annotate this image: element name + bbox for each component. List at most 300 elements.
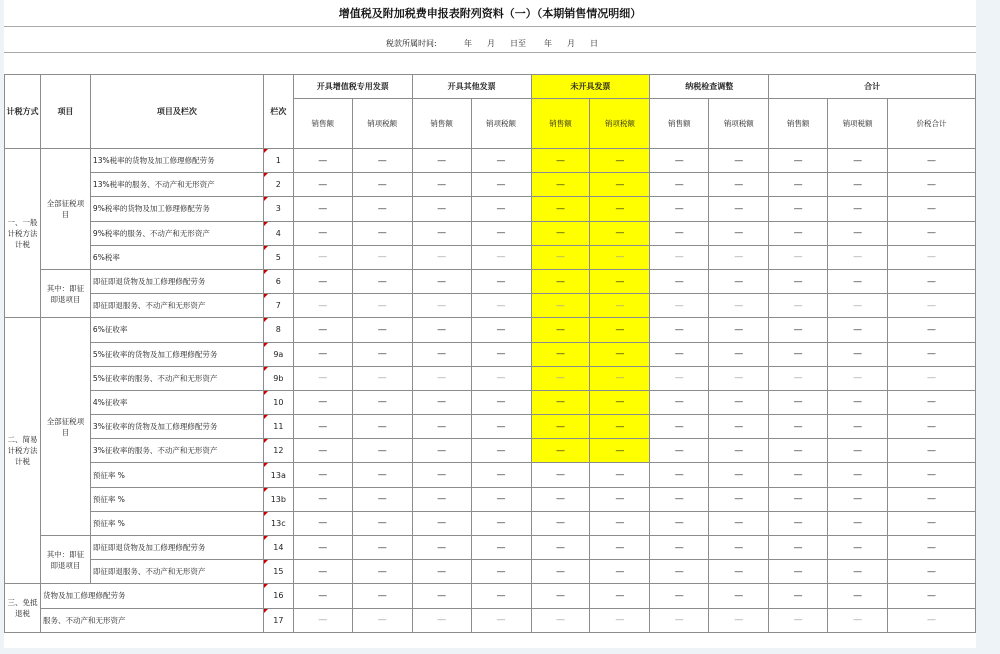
- amount-cell[interactable]: —: [293, 294, 352, 318]
- amount-cell[interactable]: —: [412, 197, 471, 221]
- amount-cell[interactable]: —: [531, 269, 590, 293]
- amount-cell[interactable]: —: [352, 487, 412, 511]
- sales-detail-table: [4, 74, 976, 633]
- amount-cell[interactable]: —: [412, 560, 471, 584]
- amount-cell[interactable]: —: [471, 245, 531, 269]
- amount-cell[interactable]: —: [412, 511, 471, 535]
- amount-cell[interactable]: —: [590, 245, 650, 269]
- amount-cell[interactable]: —: [412, 487, 471, 511]
- row-line-number: 13c: [263, 511, 293, 535]
- amount-cell[interactable]: —: [531, 342, 590, 366]
- period-month-end[interactable]: 月: [567, 39, 575, 48]
- amount-cell[interactable]: —: [709, 366, 769, 390]
- amount-cell[interactable]: —: [531, 511, 590, 535]
- amount-cell[interactable]: —: [709, 149, 769, 173]
- amount-cell[interactable]: —: [293, 342, 352, 366]
- amount-cell[interactable]: —: [531, 536, 590, 560]
- amount-cell[interactable]: —: [769, 584, 828, 608]
- amount-cell[interactable]: —: [828, 149, 888, 173]
- amount-cell[interactable]: —: [769, 173, 828, 197]
- amount-cell[interactable]: —: [412, 269, 471, 293]
- amount-cell[interactable]: —: [352, 245, 412, 269]
- amount-cell[interactable]: —: [828, 294, 888, 318]
- amount-cell[interactable]: —: [471, 511, 531, 535]
- table-row: [5, 197, 976, 221]
- table-row: [5, 415, 976, 439]
- table-row: [5, 173, 976, 197]
- header-line: 栏次: [263, 75, 293, 149]
- amount-cell[interactable]: —: [412, 463, 471, 487]
- row-line-number: 2: [263, 173, 293, 197]
- amount-cell[interactable]: —: [709, 463, 769, 487]
- row-item-label: 5%征收率的服务、不动产和无形资产: [90, 366, 263, 390]
- amount-cell[interactable]: —: [888, 294, 976, 318]
- amount-cell[interactable]: —: [293, 415, 352, 439]
- period-day-start[interactable]: 日至: [510, 39, 526, 48]
- amount-cell[interactable]: —: [293, 536, 352, 560]
- amount-cell[interactable]: —: [412, 366, 471, 390]
- row-item-label: 预征率 %: [90, 511, 263, 535]
- amount-cell[interactable]: —: [828, 390, 888, 414]
- period-month-start[interactable]: 月: [487, 39, 495, 48]
- amount-cell[interactable]: —: [769, 439, 828, 463]
- amount-cell[interactable]: —: [531, 173, 590, 197]
- amount-cell[interactable]: —: [709, 511, 769, 535]
- amount-cell[interactable]: —: [412, 318, 471, 342]
- row-item-label: 6%税率: [90, 245, 263, 269]
- table-row: [5, 269, 976, 293]
- subheader-output-tax: 销项税额: [828, 99, 888, 149]
- amount-cell[interactable]: —: [293, 584, 352, 608]
- amount-cell[interactable]: —: [828, 318, 888, 342]
- amount-cell[interactable]: —: [888, 366, 976, 390]
- amount-cell[interactable]: —: [352, 318, 412, 342]
- subheader-output-tax: 销项税额: [709, 99, 769, 149]
- row-line-number: 9b: [263, 366, 293, 390]
- amount-cell[interactable]: —: [352, 221, 412, 245]
- amount-cell[interactable]: —: [650, 390, 709, 414]
- amount-cell[interactable]: —: [888, 221, 976, 245]
- amount-cell[interactable]: —: [590, 294, 650, 318]
- amount-cell[interactable]: —: [650, 608, 709, 632]
- header-project: 项目: [40, 75, 90, 149]
- amount-cell[interactable]: —: [352, 584, 412, 608]
- subheader-sales: 销售额: [412, 99, 471, 149]
- amount-cell[interactable]: —: [293, 269, 352, 293]
- amount-cell[interactable]: —: [828, 342, 888, 366]
- amount-cell[interactable]: —: [769, 269, 828, 293]
- amount-cell[interactable]: —: [769, 366, 828, 390]
- amount-cell[interactable]: —: [412, 342, 471, 366]
- header-no-invoice: 未开具发票: [531, 75, 650, 99]
- amount-cell[interactable]: —: [471, 439, 531, 463]
- amount-cell[interactable]: —: [769, 390, 828, 414]
- amount-cell[interactable]: —: [471, 342, 531, 366]
- amount-cell[interactable]: —: [412, 608, 471, 632]
- amount-cell[interactable]: —: [709, 536, 769, 560]
- amount-cell[interactable]: —: [531, 487, 590, 511]
- row-line-number: 6: [263, 269, 293, 293]
- amount-cell[interactable]: —: [352, 173, 412, 197]
- amount-cell[interactable]: —: [471, 318, 531, 342]
- amount-cell[interactable]: —: [650, 269, 709, 293]
- amount-cell[interactable]: —: [293, 439, 352, 463]
- amount-cell[interactable]: —: [352, 511, 412, 535]
- amount-cell[interactable]: —: [888, 415, 976, 439]
- amount-cell[interactable]: —: [293, 560, 352, 584]
- table-row: [5, 294, 976, 318]
- amount-cell[interactable]: —: [709, 221, 769, 245]
- amount-cell[interactable]: —: [531, 221, 590, 245]
- amount-cell[interactable]: —: [828, 560, 888, 584]
- amount-cell[interactable]: —: [590, 608, 650, 632]
- amount-cell[interactable]: —: [828, 221, 888, 245]
- amount-cell[interactable]: —: [531, 463, 590, 487]
- amount-cell[interactable]: —: [293, 221, 352, 245]
- amount-cell[interactable]: —: [650, 173, 709, 197]
- row-line-number: 7: [263, 294, 293, 318]
- amount-cell[interactable]: —: [709, 608, 769, 632]
- row-item-label: 9%税率的服务、不动产和无形资产: [90, 221, 263, 245]
- amount-cell[interactable]: —: [590, 269, 650, 293]
- amount-cell[interactable]: —: [531, 197, 590, 221]
- amount-cell[interactable]: —: [650, 415, 709, 439]
- amount-cell[interactable]: —: [650, 536, 709, 560]
- table-row: [5, 487, 976, 511]
- amount-cell[interactable]: —: [769, 245, 828, 269]
- amount-cell[interactable]: —: [590, 342, 650, 366]
- amount-cell[interactable]: —: [650, 149, 709, 173]
- amount-cell[interactable]: —: [471, 149, 531, 173]
- amount-cell[interactable]: —: [471, 560, 531, 584]
- period-year-start[interactable]: 年: [464, 39, 472, 48]
- amount-cell[interactable]: —: [888, 560, 976, 584]
- amount-cell[interactable]: —: [709, 584, 769, 608]
- amount-cell[interactable]: —: [769, 463, 828, 487]
- amount-cell[interactable]: —: [412, 294, 471, 318]
- row-item-label: 即征即退货物及加工修理修配劳务: [90, 269, 263, 293]
- subheader-output-tax: 销项税额: [471, 99, 531, 149]
- amount-cell[interactable]: —: [888, 173, 976, 197]
- amount-cell[interactable]: —: [650, 584, 709, 608]
- amount-cell[interactable]: —: [709, 173, 769, 197]
- amount-cell[interactable]: —: [471, 366, 531, 390]
- amount-cell[interactable]: —: [769, 415, 828, 439]
- amount-cell[interactable]: —: [590, 173, 650, 197]
- project-immediate-refund: 其中：即征即退项目: [40, 536, 90, 584]
- amount-cell[interactable]: —: [828, 608, 888, 632]
- amount-cell[interactable]: —: [590, 463, 650, 487]
- amount-cell[interactable]: —: [709, 560, 769, 584]
- amount-cell[interactable]: —: [531, 608, 590, 632]
- amount-cell[interactable]: —: [471, 221, 531, 245]
- project-all-levy: 全部征税项目: [40, 149, 90, 270]
- amount-cell[interactable]: —: [590, 487, 650, 511]
- amount-cell[interactable]: —: [352, 149, 412, 173]
- row-line-number: 12: [263, 439, 293, 463]
- amount-cell[interactable]: —: [590, 197, 650, 221]
- amount-cell[interactable]: —: [828, 197, 888, 221]
- amount-cell[interactable]: —: [293, 318, 352, 342]
- amount-cell[interactable]: —: [769, 221, 828, 245]
- spreadsheet-sheet: [4, 0, 976, 648]
- amount-cell[interactable]: —: [352, 560, 412, 584]
- row-item-label: 13%税率的货物及加工修理修配劳务: [90, 149, 263, 173]
- table-row: [5, 536, 976, 560]
- amount-cell[interactable]: —: [293, 390, 352, 414]
- amount-cell[interactable]: —: [412, 245, 471, 269]
- amount-cell[interactable]: —: [471, 536, 531, 560]
- table-row: [5, 439, 976, 463]
- amount-cell[interactable]: —: [888, 197, 976, 221]
- amount-cell[interactable]: —: [352, 197, 412, 221]
- amount-cell[interactable]: —: [769, 511, 828, 535]
- amount-cell[interactable]: —: [471, 269, 531, 293]
- row-item-label: 预征率 %: [90, 487, 263, 511]
- amount-cell[interactable]: —: [650, 318, 709, 342]
- amount-cell[interactable]: —: [888, 608, 976, 632]
- amount-cell[interactable]: —: [531, 439, 590, 463]
- amount-cell[interactable]: —: [352, 390, 412, 414]
- amount-cell[interactable]: —: [352, 439, 412, 463]
- amount-cell[interactable]: —: [412, 173, 471, 197]
- amount-cell[interactable]: —: [650, 511, 709, 535]
- amount-cell[interactable]: —: [412, 584, 471, 608]
- amount-cell[interactable]: —: [769, 318, 828, 342]
- period-day-end[interactable]: 日: [590, 39, 598, 48]
- amount-cell[interactable]: —: [650, 463, 709, 487]
- row-line-number: 8: [263, 318, 293, 342]
- amount-cell[interactable]: —: [590, 221, 650, 245]
- amount-cell[interactable]: —: [412, 221, 471, 245]
- amount-cell[interactable]: —: [531, 294, 590, 318]
- amount-cell[interactable]: —: [531, 415, 590, 439]
- amount-cell[interactable]: —: [888, 511, 976, 535]
- amount-cell[interactable]: —: [293, 366, 352, 390]
- header-vat-special-invoice: 开具增值税专用发票: [293, 75, 412, 99]
- amount-cell[interactable]: —: [650, 197, 709, 221]
- table-row: [5, 608, 976, 632]
- amount-cell[interactable]: —: [709, 269, 769, 293]
- amount-cell[interactable]: —: [888, 390, 976, 414]
- amount-cell[interactable]: —: [352, 463, 412, 487]
- row-item-label: 即征即退服务、不动产和无形资产: [90, 560, 263, 584]
- amount-cell[interactable]: —: [888, 439, 976, 463]
- amount-cell[interactable]: —: [590, 366, 650, 390]
- subheader-output-tax: 销项税额: [590, 99, 650, 149]
- amount-cell[interactable]: —: [769, 342, 828, 366]
- amount-cell[interactable]: —: [471, 173, 531, 197]
- amount-cell[interactable]: —: [709, 342, 769, 366]
- amount-cell[interactable]: —: [471, 390, 531, 414]
- row-line-number: 9a: [263, 342, 293, 366]
- amount-cell[interactable]: —: [888, 536, 976, 560]
- header-item: 项目及栏次: [90, 75, 263, 149]
- amount-cell[interactable]: —: [828, 536, 888, 560]
- amount-cell[interactable]: —: [650, 560, 709, 584]
- amount-cell[interactable]: —: [709, 439, 769, 463]
- amount-cell[interactable]: —: [531, 318, 590, 342]
- amount-cell[interactable]: —: [650, 294, 709, 318]
- amount-cell[interactable]: —: [590, 390, 650, 414]
- row-line-number: 10: [263, 390, 293, 414]
- amount-cell[interactable]: —: [769, 487, 828, 511]
- amount-cell[interactable]: —: [293, 487, 352, 511]
- row-item-label: 货物及加工修理修配劳务: [40, 584, 263, 608]
- amount-cell[interactable]: —: [709, 487, 769, 511]
- amount-cell[interactable]: —: [650, 342, 709, 366]
- period-year-end[interactable]: 年: [544, 39, 552, 48]
- amount-cell[interactable]: —: [531, 245, 590, 269]
- amount-cell[interactable]: —: [828, 269, 888, 293]
- amount-cell[interactable]: —: [352, 294, 412, 318]
- amount-cell[interactable]: —: [650, 366, 709, 390]
- subheader-sales: 销售额: [293, 99, 352, 149]
- table-row: [5, 511, 976, 535]
- amount-cell[interactable]: —: [828, 584, 888, 608]
- amount-cell[interactable]: —: [471, 415, 531, 439]
- amount-cell[interactable]: —: [412, 149, 471, 173]
- amount-cell[interactable]: —: [531, 366, 590, 390]
- amount-cell[interactable]: —: [412, 415, 471, 439]
- amount-cell[interactable]: —: [888, 463, 976, 487]
- amount-cell[interactable]: —: [828, 511, 888, 535]
- amount-cell[interactable]: —: [293, 511, 352, 535]
- amount-cell[interactable]: —: [650, 245, 709, 269]
- amount-cell[interactable]: —: [828, 415, 888, 439]
- amount-cell[interactable]: —: [293, 173, 352, 197]
- amount-cell[interactable]: —: [471, 463, 531, 487]
- amount-cell[interactable]: —: [650, 439, 709, 463]
- amount-cell[interactable]: —: [293, 197, 352, 221]
- project-all-levy: 全部征税项目: [40, 318, 90, 536]
- row-line-number: 5: [263, 245, 293, 269]
- amount-cell[interactable]: —: [590, 318, 650, 342]
- amount-cell[interactable]: —: [590, 584, 650, 608]
- amount-cell[interactable]: —: [828, 245, 888, 269]
- amount-cell[interactable]: —: [828, 173, 888, 197]
- amount-cell[interactable]: —: [531, 149, 590, 173]
- amount-cell[interactable]: —: [471, 294, 531, 318]
- header-total: 合计: [769, 75, 976, 99]
- amount-cell[interactable]: —: [352, 366, 412, 390]
- amount-cell[interactable]: —: [590, 439, 650, 463]
- row-line-number: 3: [263, 197, 293, 221]
- amount-cell[interactable]: —: [828, 366, 888, 390]
- amount-cell[interactable]: —: [828, 487, 888, 511]
- row-item-label: 9%税率的货物及加工修理修配劳务: [90, 197, 263, 221]
- project-immediate-refund: 其中：即征即退项目: [40, 269, 90, 317]
- table-row: [5, 342, 976, 366]
- amount-cell[interactable]: —: [888, 269, 976, 293]
- row-item-label: 5%征收率的货物及加工修理修配劳务: [90, 342, 263, 366]
- subheader-sales: 销售额: [531, 99, 590, 149]
- amount-cell[interactable]: —: [412, 439, 471, 463]
- amount-cell[interactable]: —: [769, 608, 828, 632]
- amount-cell[interactable]: —: [531, 584, 590, 608]
- amount-cell[interactable]: —: [709, 318, 769, 342]
- table-row: [5, 149, 976, 173]
- divider: [4, 52, 976, 53]
- amount-cell[interactable]: —: [293, 463, 352, 487]
- row-item-label: 即征即退服务、不动产和无形资产: [90, 294, 263, 318]
- amount-cell[interactable]: —: [888, 245, 976, 269]
- subheader-sales: 销售额: [650, 99, 709, 149]
- amount-cell[interactable]: —: [769, 149, 828, 173]
- amount-cell[interactable]: —: [352, 536, 412, 560]
- subheader-total-with-tax: 价税合计: [888, 99, 976, 149]
- table-row: [5, 584, 976, 608]
- amount-cell[interactable]: —: [769, 197, 828, 221]
- amount-cell[interactable]: —: [828, 439, 888, 463]
- amount-cell[interactable]: —: [352, 608, 412, 632]
- amount-cell[interactable]: —: [352, 415, 412, 439]
- row-line-number: 11: [263, 415, 293, 439]
- table-row: [5, 390, 976, 414]
- amount-cell[interactable]: —: [769, 536, 828, 560]
- amount-cell[interactable]: —: [590, 536, 650, 560]
- subheader-sales: 销售额: [769, 99, 828, 149]
- amount-cell[interactable]: —: [888, 318, 976, 342]
- amount-cell[interactable]: —: [471, 608, 531, 632]
- amount-cell[interactable]: —: [352, 269, 412, 293]
- row-line-number: 13b: [263, 487, 293, 511]
- table-row: [5, 221, 976, 245]
- amount-cell[interactable]: —: [531, 560, 590, 584]
- amount-cell[interactable]: —: [293, 245, 352, 269]
- amount-cell[interactable]: —: [650, 221, 709, 245]
- amount-cell[interactable]: —: [888, 584, 976, 608]
- amount-cell[interactable]: —: [709, 197, 769, 221]
- amount-cell[interactable]: —: [412, 536, 471, 560]
- row-item-label: 6%征收率: [90, 318, 263, 342]
- amount-cell[interactable]: —: [769, 560, 828, 584]
- amount-cell[interactable]: —: [412, 390, 471, 414]
- row-item-label: 服务、不动产和无形资产: [40, 608, 263, 632]
- header-method: 计税方式: [5, 75, 41, 149]
- amount-cell[interactable]: —: [352, 342, 412, 366]
- table-row: [5, 318, 976, 342]
- amount-cell[interactable]: —: [531, 390, 590, 414]
- amount-cell[interactable]: —: [709, 245, 769, 269]
- amount-cell[interactable]: —: [293, 149, 352, 173]
- table-row: [5, 366, 976, 390]
- amount-cell[interactable]: —: [828, 463, 888, 487]
- table-row: [5, 245, 976, 269]
- amount-cell[interactable]: —: [590, 415, 650, 439]
- row-item-label: 预征率 %: [90, 463, 263, 487]
- row-line-number: 14: [263, 536, 293, 560]
- amount-cell[interactable]: —: [590, 560, 650, 584]
- amount-cell[interactable]: —: [471, 487, 531, 511]
- amount-cell[interactable]: —: [709, 294, 769, 318]
- amount-cell[interactable]: —: [590, 149, 650, 173]
- amount-cell[interactable]: —: [888, 487, 976, 511]
- header-tax-inspection: 纳税检查调整: [650, 75, 769, 99]
- amount-cell[interactable]: —: [590, 511, 650, 535]
- amount-cell[interactable]: —: [471, 584, 531, 608]
- amount-cell[interactable]: —: [709, 415, 769, 439]
- amount-cell[interactable]: —: [769, 294, 828, 318]
- amount-cell[interactable]: —: [650, 487, 709, 511]
- amount-cell[interactable]: —: [888, 342, 976, 366]
- amount-cell[interactable]: —: [709, 390, 769, 414]
- amount-cell[interactable]: —: [293, 608, 352, 632]
- amount-cell[interactable]: —: [471, 197, 531, 221]
- row-line-number: 13a: [263, 463, 293, 487]
- row-item-label: 13%税率的服务、不动产和无形资产: [90, 173, 263, 197]
- amount-cell[interactable]: —: [888, 149, 976, 173]
